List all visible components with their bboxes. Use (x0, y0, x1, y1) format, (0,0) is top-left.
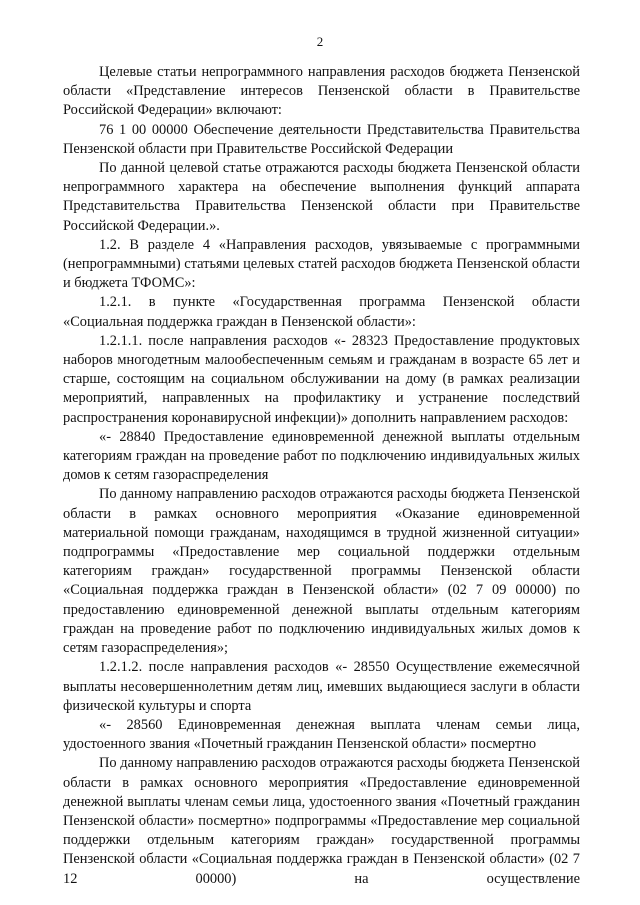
paragraph-section-1-2-1-1: 1.2.1.1. после направления расходов «- 28323 Предоставление продуктовых наборов многодетным малообеспеченным семьям и гражданам в возрасте 65 лет и старше, состоящим на социальном обслуживании на дому (в рамках реализации мероприятий, направленных на профилактику и устранение последствий распространения коронавирусной инфекции)» дополнить направлением расходов: (63, 332, 580, 426)
paragraph-section-1-2: 1.2. В разделе 4 «Направления расходов, увязываемые с программными (непрограммными) статьями целевых статей расходов бюджета Пензенской области и бюджета ТФОМС»: (63, 236, 580, 292)
paragraph-section-1-2-1: 1.2.1. в пункте «Государственная программа Пензенской области «Социальная поддержка граждан в Пензенской области»: (63, 294, 580, 330)
paragraph-section-1-2-1-2: 1.2.1.2. после направления расходов «- 28550 Осуществление ежемесячной выплаты несовершеннолетним детям лиц, имевших выдающиеся заслуги в области физической культуры и спорта (63, 659, 580, 714)
document-body (63, 63, 580, 889)
paragraph-target-article-description: По данной целевой статье отражаются расходы бюджета Пензенской области непрограммного характера на обеспечение выполнения функций аппарата Представительства Правительства Пензенской области при Правительстве Российской Федерации.». (63, 160, 580, 234)
page-number: 2 (316, 34, 324, 49)
paragraph-expense-28560: «- 28560 Единовременная денежная выплата членам семьи лица, удостоенного звания «Почетный гражданин Пензенской области» посмертно (63, 716, 580, 753)
paragraph-expense-28840: «- 28840 Предоставление единовременной денежной выплаты отдельным категориям граждан на проведение работ по подключению индивидуальных жилых домов к сетям газораспределения (63, 428, 580, 484)
paragraph-expense-28840-description: По данному направлению расходов отражаются расходы бюджета Пензенской области в рамках основного мероприятия «Оказание единовременной материальной помощи гражданам, находящимся в трудной жизненной ситуации» подпрограммы «Предоставление мер социальной поддержки отдельным категориям граждан» государственной программы Пензенской области «Социальная поддержка граждан в Пензенской области» (02 7 09 00000) по предоставлению единовременной денежной выплаты отдельным категориям граждан на проведение работ по подключению индивидуальных жилых домов к сетям газораспределения»; (63, 486, 580, 657)
paragraph-expense-28560-description: По данному направлению расходов отражаются расходы бюджета Пензенской области в рамках основного мероприятия «Предоставление единовременной денежной выплаты членам семьи лица, удостоенного звания «Почетный гражданин Пензенской области» посмертно» подпрограммы «Предоставление мер социальной поддержки отдельным категориям граждан» государственной программы Пензенской области «Социальная поддержка граждан в Пензенской области» (02 7 12 00000) на осуществление (63, 755, 580, 887)
paragraph-target-articles-intro: Целевые статьи непрограммного направления расходов бюджета Пензенской области «Представление интересов Пензенской области в Правительстве Российской Федерации» включают: (63, 64, 580, 119)
paragraph-target-article-76: 76 1 00 00000 Обеспечение деятельности Представительства Правительства Пензенской области при Правительстве Российской Федерации (63, 121, 580, 157)
